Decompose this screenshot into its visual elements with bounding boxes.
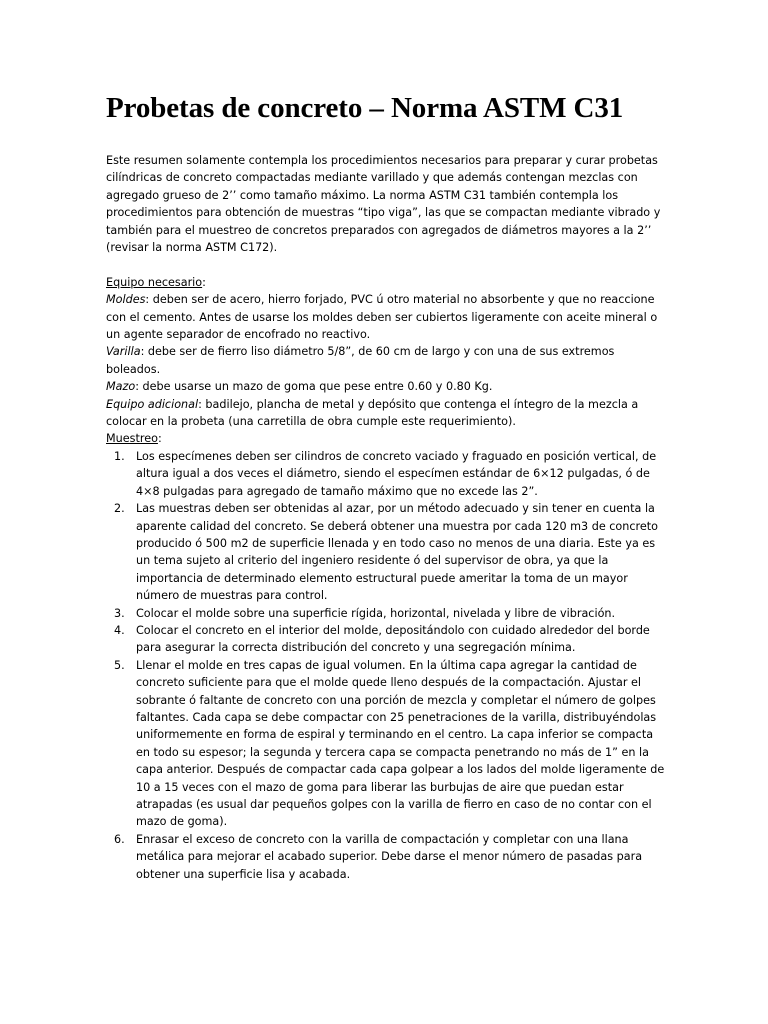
- equipment-heading-colon: :: [202, 275, 206, 289]
- list-item-text: Colocar el molde sobre una superficie rígida, horizontal, nivelada y libre de vibración.: [136, 606, 616, 620]
- equipment-heading-label: Equipo necesario: [106, 275, 203, 289]
- equipment-item-varilla: [106, 343, 666, 378]
- intro-paragraph: Este resumen solamente contempla los procedimientos necesarios para preparar y curar probetas cilíndricas de concreto compactadas mediante varillado y que además contengan mezclas con agregado grueso de 2’’ como tamaño máximo. La norma ASTM C31 también contempla los procedimientos para obtención de muestras “tipo viga”, las que se compactan mediante vibrado y también para el muestreo de concretos preparados con agregados de diámetros mayores a la 2’’ (revisar la norma ASTM C172).: [106, 154, 661, 255]
- equipment-heading: [106, 274, 666, 291]
- equipment-term: Mazo: [106, 380, 136, 394]
- list-item: [106, 605, 666, 622]
- sampling-steps-list: [106, 448, 666, 883]
- equipment-description: : badilejo, plancha de metal y depósito que contenga el íntegro de la mezcla a colocar en la probeta (una carretilla de obra cumple este requerimiento).: [106, 397, 639, 429]
- equipment-item-adicional: [106, 396, 666, 431]
- equipment-item-mazo: [106, 378, 666, 395]
- equipment-description: : debe ser de fierro liso diámetro 5/8”, de 60 cm de largo y con una de sus extremos boleados.: [106, 345, 615, 376]
- equipment-term: Moldes: [106, 293, 146, 307]
- list-item-text: Llenar el molde en tres capas de igual volumen. En la última capa agregar la cantidad de concreto suficiente para que el molde quede lleno después de la compactación. Ajustar el sobrante ó faltante de concreto con una porción de mezcla y completar el número de golpes faltantes. Cada capa se debe compactar con 25 penetraciones de la varilla, distribuyéndolas uniformemente en forma de espiral y terminando en el centro. La capa inferior se compacta en todo su espesor; la segunda y tercera capa se compacta penetrando no más de 1” en la capa anterior. Después de compactar cada capa golpear a los lados del molde ligeramente de 10 a 15 veces con el mazo de goma para liberar las burbujas de aire que puedan estar atrapadas (es usual dar pequeños golpes con la varilla de fierro en caso de no contar con el mazo de goma).: [136, 658, 665, 829]
- list-item-text: Los especímenes deben ser cilindros de concreto vaciado y fraguado en posición vertical, de altura igual a dos veces el diámetro, siendo el especímen estándar de 6×12 pulgadas, ó de 4×8 pulgadas para agregado de tamaño máximo que no excede las 2”.: [136, 449, 657, 498]
- sampling-heading-label: Muestreo: [106, 432, 158, 446]
- list-item-number: 3.: [114, 606, 125, 620]
- equipment-term: Varilla: [106, 345, 141, 359]
- document-body: [106, 152, 666, 883]
- list-item-text: Las muestras deben ser obtenidas al azar, por un método adecuado y sin tener en cuenta la aparente calidad del concreto. Se deberá obtener una muestra por cada 120 m3 de concreto producido ó 500 m2 de superficie llenada y en todo caso no menos de una diaria. Este ya es un tema sujeto al criterio del ingeniero residente ó del supervisor de obra, ya que la importancia de determinado elemento estructural puede ameritar la toma de un mayor número de muestras para control.: [136, 502, 658, 603]
- list-item-number: 5.: [114, 658, 125, 672]
- list-item-text: Colocar el concreto en el interior del molde, depositándolo con cuidado alrededor del borde para asegurar la correcta distribución del concreto y una segregación mínima.: [136, 623, 650, 655]
- list-item: [106, 622, 666, 657]
- list-item: [106, 831, 666, 883]
- list-item-number: 4.: [114, 623, 125, 637]
- list-item: [106, 500, 666, 604]
- equipment-item-moldes: [106, 291, 666, 343]
- paragraph-spacer: [106, 256, 666, 273]
- list-item-text: Enrasar el exceso de concreto con la varilla de compactación y completar con una llana metálica para mejorar el acabado superior. Debe darse el menor número de pasadas para obtener una superficie lisa y acabada.: [136, 832, 643, 881]
- sampling-heading: [106, 430, 666, 447]
- list-item-number: 2.: [114, 502, 125, 516]
- sampling-heading-colon: :: [157, 432, 162, 446]
- equipment-description: : debe usarse un mazo de goma que pese entre 0.60 y 0.80 Kg.: [135, 380, 493, 394]
- list-item-number: 6.: [114, 832, 125, 846]
- equipment-description: : deben ser de acero, hierro forjado, PVC ú otro material no absorbente y que no reaccione con el cemento. Antes de usarse los moldes deben ser cubiertos ligeramente con aceite mineral o un agente separador de encofrado no reactivo.: [106, 293, 658, 342]
- equipment-term: Equipo adicional: [106, 397, 199, 411]
- list-item: [106, 448, 666, 500]
- list-item-number: 1.: [114, 449, 125, 463]
- document-title: Probetas de concreto – Norma ASTM C31: [106, 92, 624, 124]
- list-item: [106, 657, 666, 831]
